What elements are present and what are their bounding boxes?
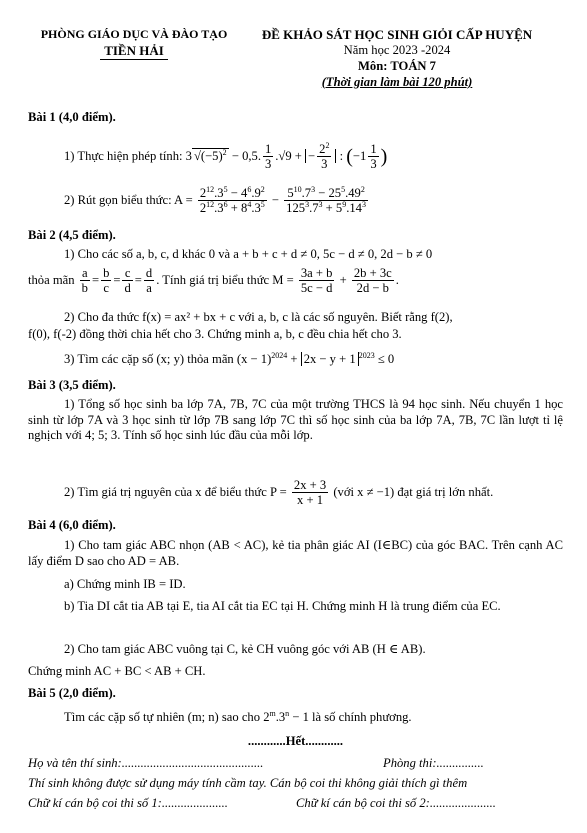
bai1-q2-text: 2) Rút gọn biểu thức: <box>64 192 172 207</box>
bai2-q2-line2: f(0), f(-2) đồng thời chia hết cho 3. Chứng minh a, b, c đều chia hết cho 3. <box>28 327 402 341</box>
bai3-q2 <box>28 478 587 508</box>
bai5-formula: $2^m.3^n - 1$ <box>263 708 309 724</box>
bai4-qa: a) Chứng minh IB = ID. <box>64 577 186 591</box>
bai5-q <box>28 710 587 726</box>
bai1-heading: Bài 1 (4,0 điểm). <box>28 110 116 124</box>
bai2-q1-M: M = $\frac{3a + b}{5c - d}$ + $\frac{2b + 3c}{2d - b}$ . <box>272 266 399 296</box>
bai1-title <box>28 110 563 126</box>
calculator-note: Thí sinh không được sử dụng máy tính cầm tay. Cán bộ coi thi không giải thích gì thêm <box>28 776 468 790</box>
bai4-title <box>28 518 563 534</box>
bai3-q2-post: (với x ≠ −1) đạt giá trị lớn nhất. <box>333 484 494 499</box>
bai3-title <box>28 378 563 394</box>
bai2-q1-line2 <box>28 266 563 296</box>
header-left <box>24 27 244 60</box>
candidate-name-line: Họ và tên thí sinh:............................................. <box>28 756 264 770</box>
proctor-2-signature: Chữ kí cán bộ coi thi số 2:..................... <box>296 796 496 810</box>
school-year: Năm học 2023 -2024 <box>343 43 451 58</box>
candidate-line <box>28 756 563 772</box>
bai2-q3-text: 3) Tìm các cặp số (x; y) thỏa mãn <box>64 352 234 366</box>
subject: Môn: TOÁN 7 <box>358 58 436 73</box>
bai3-q2-pre: 2) Tìm giá trị nguyên của x để biểu thức P = <box>64 484 287 499</box>
signature-line <box>28 796 563 812</box>
bai4-q2-prove: Chứng minh AC + BC < AB + CH. <box>28 664 206 678</box>
bai3-q2-P: $\frac{2x + 3}{x + 1}$ <box>293 478 327 508</box>
bai2-heading: Bài 2 (4,5 điểm). <box>28 228 116 242</box>
bai5-q-post: là số chính phương. <box>312 710 412 724</box>
bai1-q2-formula: A = $\frac{2^{12}.3^5 - 4^6.9^2}{2^{12}.3^6 + 8^4.3^5}$ − $\frac{5^{10}.7^3 - 25^5.49^2}{125^3.7^3 + 5^9.14^3}$ <box>174 184 366 216</box>
bai4-q2: 2) Cho tam giác ABC vuông tại C, kẻ CH vuông góc với AB (H ∈ AB). <box>64 642 426 656</box>
bai1-q1 <box>28 142 587 172</box>
bai2-q2-line1: 2) Cho đa thức f(x) = ax² + bx + c với a, b, c là các số nguyên. Biết rằng f(2), <box>64 310 453 324</box>
bai2-q1-mid: . Tính giá trị biểu thức <box>156 272 270 287</box>
end-marker: ............Hết............ <box>247 734 344 748</box>
bai3-q1: 1) Tổng số học sinh ba lớp 7A, 7B, 7C của một trường THCS là 94 học sinh. Nếu chuyển 1 học sinh từ lớp 7A và 3 học sinh từ lớp 7B sang lớp 7C thì số học sinh của ba lớp 7A, 7B, 7C lần lượt tỉ lệ nghịch với 4; 5; 3. Tính số học sinh lúc đầu của mỗi lớp. <box>28 397 563 443</box>
bai5-q-pre: Tìm các cặp số tự nhiên (m; n) sao cho <box>64 710 261 724</box>
exam-room-line: Phòng thi:............... <box>383 756 484 770</box>
header-right <box>232 27 562 90</box>
bai2-q3 <box>28 352 587 368</box>
bai4-qb: b) Tia DI cắt tia AB tại E, tia AI cắt tia EC tại H. Chứng minh H là trung điểm của EC. <box>64 599 501 613</box>
bai4-heading: Bài 4 (6,0 điểm). <box>28 518 116 532</box>
time-limit: (Thời gian làm bài 120 phút) <box>321 74 473 89</box>
bai1-q1-formula: 3 $√(-5)^2 - 0,5$. $\frac{1}{3}$ .√9 + − $\frac{2^2}{3}$ : (−1 $\frac{1}{3}$ ) <box>185 140 388 172</box>
bai2-q1-ratio: $\frac{a}{b}$ = $\frac{b}{c}$ = $\frac{c}{d}$ = $\frac{d}{a}$ <box>81 266 153 296</box>
exam-title: ĐỀ KHẢO SÁT HỌC SINH GIỎI CẤP HUYỆN <box>261 27 533 42</box>
proctor-1-signature: Chữ kí cán bộ coi thi số 1:..................... <box>28 796 228 810</box>
district-name: TIỀN HẢI <box>100 43 168 60</box>
bai2-q1-line1: 1) Cho các số a, b, c, d khác 0 và a + b + c + d ≠ 0, 5c − d ≠ 0, 2d − b ≠ 0 <box>64 247 433 261</box>
bai2-title <box>28 228 563 244</box>
bai2-q1-pre: thỏa mãn <box>28 272 75 287</box>
bai4-q1: 1) Cho tam giác ABC nhọn (AB < AC), kẻ tia phân giác AI (I∈BC) của góc BAC. Trên cạnh AC lấy điểm D sao cho AD = AB. <box>28 538 563 568</box>
bai1-q1-text: 1) Thực hiện phép tính: <box>64 148 183 163</box>
bai2-q3-formula: $(x - 1)^{2024} + 2x - y + 1$ $^{2023}$ ≤ 0 <box>236 350 395 366</box>
bai5-title <box>28 686 563 702</box>
bai5-heading: Bài 5 (2,0 điểm). <box>28 686 116 700</box>
dept-line: PHÒNG GIÁO DỤC VÀ ĐÀO TẠO <box>40 27 228 41</box>
bai3-heading: Bài 3 (3,5 điểm). <box>28 378 116 392</box>
bai1-q2 <box>28 186 587 216</box>
